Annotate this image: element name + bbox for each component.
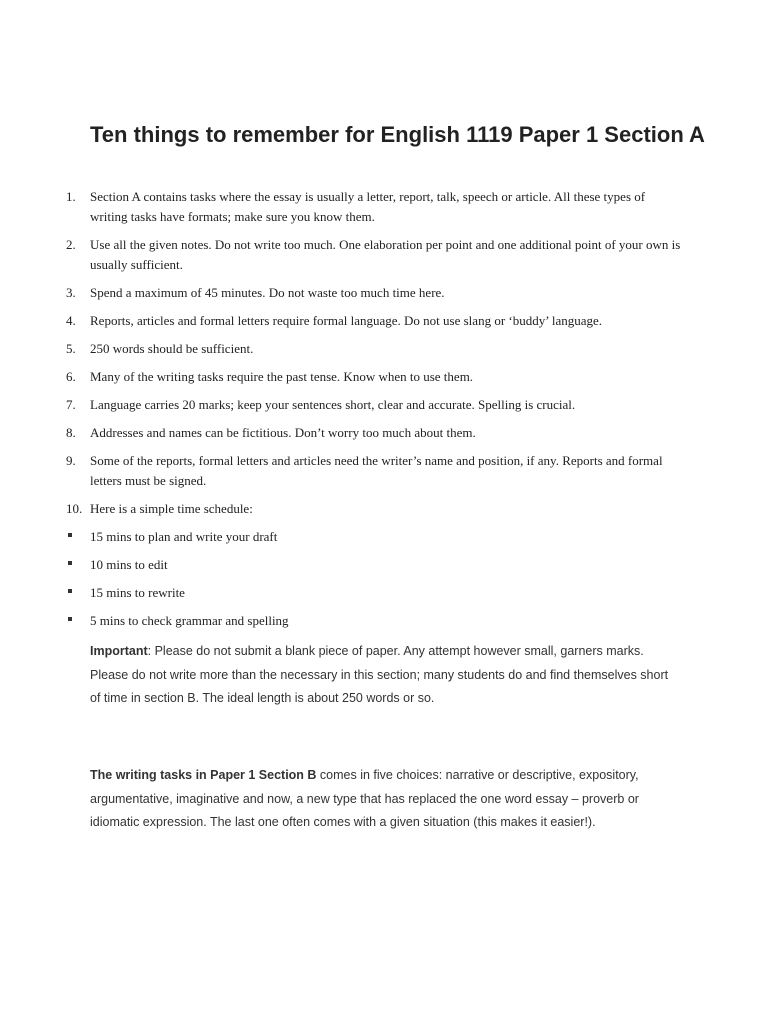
list-number: 4.	[66, 313, 76, 328]
list-text: Section A contains tasks where the essay is usually a letter, report, talk, speech or article. All these types of writing tasks have formats; make sure you know them.	[90, 189, 646, 224]
square-bullet-icon	[68, 617, 72, 621]
list-number: 3.	[66, 285, 76, 300]
section-b-paragraph	[90, 764, 680, 835]
list-number: 2.	[66, 237, 76, 252]
list-text: Use all the given notes. Do not write too much. One elaboration per point and one additional point of your own is usually sufficient.	[90, 237, 681, 272]
important-label: Important	[90, 644, 148, 658]
list-text: Reports, articles and formal letters require formal language. Do not use slang or ‘buddy’ language.	[90, 313, 603, 328]
list-text: Some of the reports, formal letters and articles need the writer’s name and position, if any. Reports and formal letters must be signed.	[90, 453, 663, 488]
section-b-text: comes in five choices: narrative or descriptive, expository, argumentative, imaginative and now, a new type that has replaced the one word essay – proverb or idiomatic expression. The last one often comes with a given situation (this makes it easier!).	[90, 768, 639, 829]
square-bullet-icon	[68, 561, 72, 565]
list-number: 5.	[66, 341, 76, 356]
list-text: Spend a maximum of 45 minutes. Do not waste too much time here.	[90, 285, 445, 300]
list-text: Many of the writing tasks require the past tense. Know when to use them.	[90, 369, 474, 384]
section-b-label: The writing tasks in Paper 1 Section B	[90, 768, 317, 782]
list-text: Addresses and names can be fictitious. Don’t worry too much about them.	[90, 425, 476, 440]
list-text: 250 words should be sufficient.	[90, 341, 254, 356]
list-number: 10.	[66, 501, 83, 516]
square-bullet-icon	[68, 589, 72, 593]
list-number: 6.	[66, 369, 76, 384]
schedule-text: 10 mins to edit	[90, 557, 168, 572]
list-number: 1.	[66, 189, 76, 204]
square-bullet-icon	[68, 533, 72, 537]
list-number: 8.	[66, 425, 76, 440]
list-text: Language carries 20 marks; keep your sentences short, clear and accurate. Spelling is crucial.	[90, 397, 576, 412]
schedule-text: 15 mins to plan and write your draft	[90, 529, 278, 544]
important-text: : Please do not submit a blank piece of paper. Any attempt however small, garners marks. Please do not write more than the necessary in this section; many students do and find themselves short of time in section B. The ideal length is about 250 words or so.	[90, 644, 669, 705]
schedule-text: 5 mins to check grammar and spelling	[90, 613, 289, 628]
important-paragraph	[90, 640, 680, 711]
page-title: Ten things to remember for English 1119 Paper 1 Section A	[90, 122, 705, 147]
schedule-text: 15 mins to rewrite	[90, 585, 185, 600]
list-number: 7.	[66, 397, 76, 412]
list-text: Here is a simple time schedule:	[90, 501, 253, 516]
list-number: 9.	[66, 453, 76, 468]
